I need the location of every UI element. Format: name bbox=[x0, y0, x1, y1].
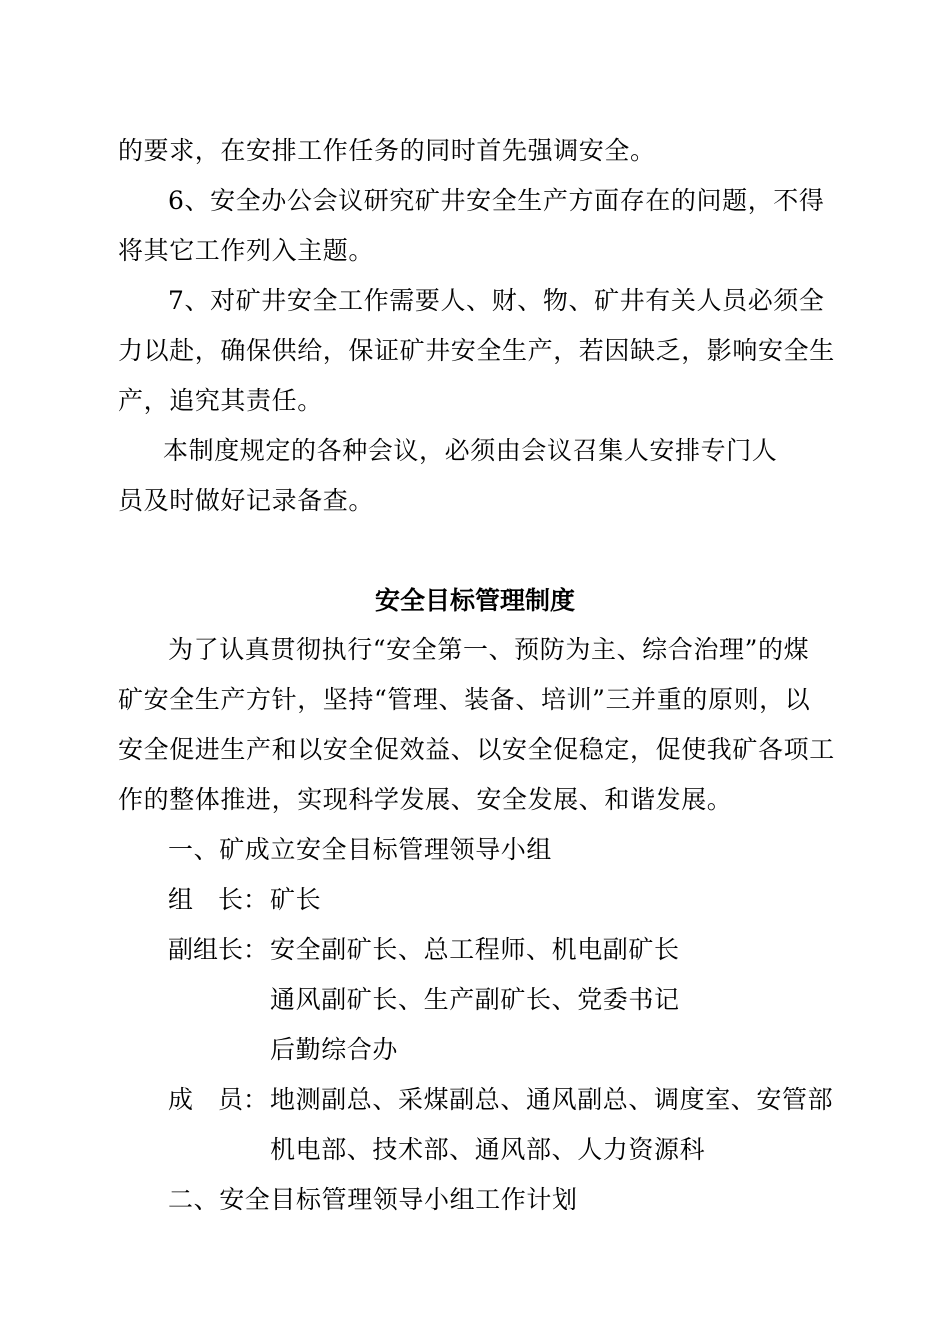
leader-label: 组 长： bbox=[168, 885, 269, 914]
paragraph-line: 力以赴，确保供给，保证矿井安全生产，若因缺乏，影响安全生 bbox=[118, 336, 835, 365]
deputy-value: 通风副矿长、生产副矿长、党委书记 bbox=[270, 985, 680, 1014]
deputy-label: 副组长： bbox=[168, 935, 269, 964]
member-value: 地测副总、采煤副总、通风副总、调度室、安管部 bbox=[270, 1085, 834, 1114]
deputy-value: 安全副矿长、总工程师、机电副矿长 bbox=[270, 935, 680, 964]
paragraph-line: 员及时做好记录备查。 bbox=[118, 486, 375, 515]
paragraph-line: 作的整体推进，实现科学发展、安全发展、和谐发展。 bbox=[118, 785, 733, 814]
member-value: 机电部、技术部、通风部、人力资源科 bbox=[270, 1135, 706, 1164]
paragraph-line: 产，追究其责任。 bbox=[118, 386, 323, 415]
paragraph-line: 矿安全生产方针，坚持“管理、装备、培训”三并重的原则，以 bbox=[118, 685, 811, 714]
paragraph-line: 将其它工作列入主题。 bbox=[118, 236, 375, 265]
deputy-value: 后勤综合办 bbox=[270, 1035, 399, 1064]
paragraph-line: 安全促进生产和以安全促效益、以安全促稳定，促使我矿各项工 bbox=[118, 735, 835, 764]
list-heading: 一、矿成立安全目标管理领导小组 bbox=[168, 835, 553, 864]
list-heading: 二、安全目标管理领导小组工作计划 bbox=[168, 1185, 578, 1214]
paragraph-line: 的要求，在安排工作任务的同时首先强调安全。 bbox=[118, 136, 656, 165]
paragraph-line: 6、安全办公会议研究矿井安全生产方面存在的问题，不得 bbox=[168, 186, 825, 215]
member-label: 成 员： bbox=[168, 1085, 269, 1114]
paragraph-line: 本制度规定的各种会议，必须由会议召集人安排专门人 bbox=[163, 436, 778, 465]
paragraph-line: 为了认真贯彻执行“安全第一、预防为主、综合治理”的煤 bbox=[168, 635, 810, 664]
paragraph-line: 7、对矿井安全工作需要人、财、物、矿井有关人员必须全 bbox=[168, 286, 825, 315]
leader-value: 矿长 bbox=[270, 885, 322, 914]
section-title: 安全目标管理制度 bbox=[374, 586, 575, 615]
